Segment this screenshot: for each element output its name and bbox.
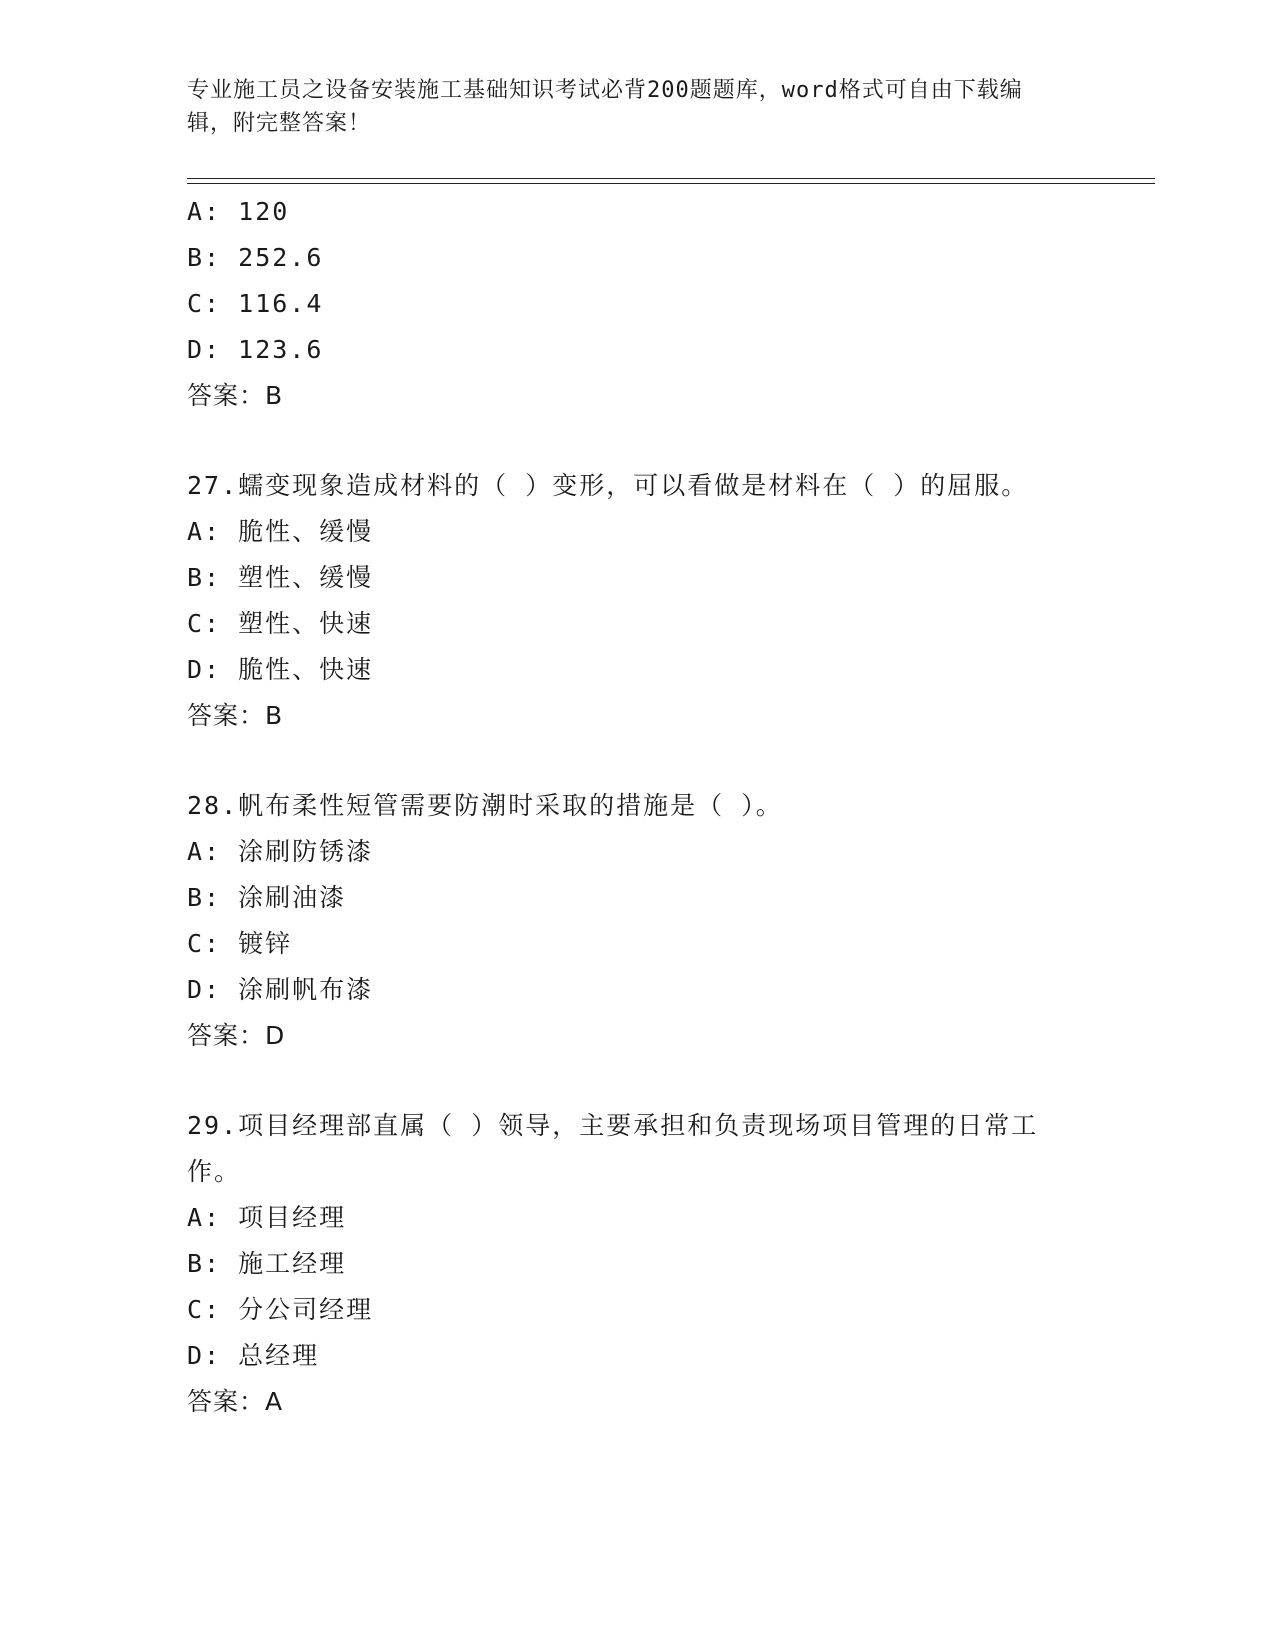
- question-spacer: [187, 1059, 1087, 1103]
- option-c: C: 116.4: [187, 289, 324, 318]
- answer-line: 答案：A: [187, 1387, 284, 1416]
- option-c: C: 塑性、快速: [187, 609, 374, 638]
- option-a: A: 脆性、缓慢: [187, 517, 374, 546]
- question-block: [187, 463, 1087, 739]
- option-b: B: 涂刷油漆: [187, 883, 347, 912]
- answer-line: 答案：B: [187, 381, 284, 410]
- answer-line: 答案：D: [187, 1021, 286, 1050]
- question-list: [187, 189, 1087, 1425]
- question-stem: 28.帆布柔性短管需要防潮时采取的措施是（ ）。: [187, 791, 783, 820]
- question-block: [187, 783, 1087, 1059]
- option-b: B: 施工经理: [187, 1249, 347, 1278]
- option-d: D: 总经理: [187, 1341, 320, 1370]
- question-spacer: [187, 419, 1087, 463]
- option-c: C: 镀锌: [187, 929, 293, 958]
- option-d: D: 脆性、快速: [187, 655, 374, 684]
- question-spacer: [187, 739, 1087, 783]
- option-d: D: 123.6: [187, 335, 324, 364]
- option-a: A: 涂刷防锈漆: [187, 837, 374, 866]
- header-rule-bottom: [187, 183, 1155, 184]
- question-stem: 29.项目经理部直属（ ）领导，主要承担和负责现场项目管理的日常工作。: [187, 1111, 1039, 1186]
- question-block: [187, 189, 1087, 419]
- option-b: B: 252.6: [187, 243, 324, 272]
- option-a: A: 120: [187, 197, 290, 226]
- option-d: D: 涂刷帆布漆: [187, 975, 374, 1004]
- document-title: 专业施工员之设备安装施工基础知识考试必背200题题库，word格式可自由下载编辑，附完整答案！: [187, 78, 1023, 136]
- question-stem: 27.蠕变现象造成材料的（ ）变形，可以看做是材料在（ ）的屈服。: [187, 471, 1029, 500]
- answer-line: 答案：B: [187, 701, 284, 730]
- option-c: C: 分公司经理: [187, 1295, 374, 1324]
- header-rule-top: [187, 178, 1155, 179]
- document-header: [187, 74, 1067, 140]
- question-block: [187, 1103, 1087, 1425]
- option-a: A: 项目经理: [187, 1203, 347, 1232]
- option-b: B: 塑性、缓慢: [187, 563, 374, 592]
